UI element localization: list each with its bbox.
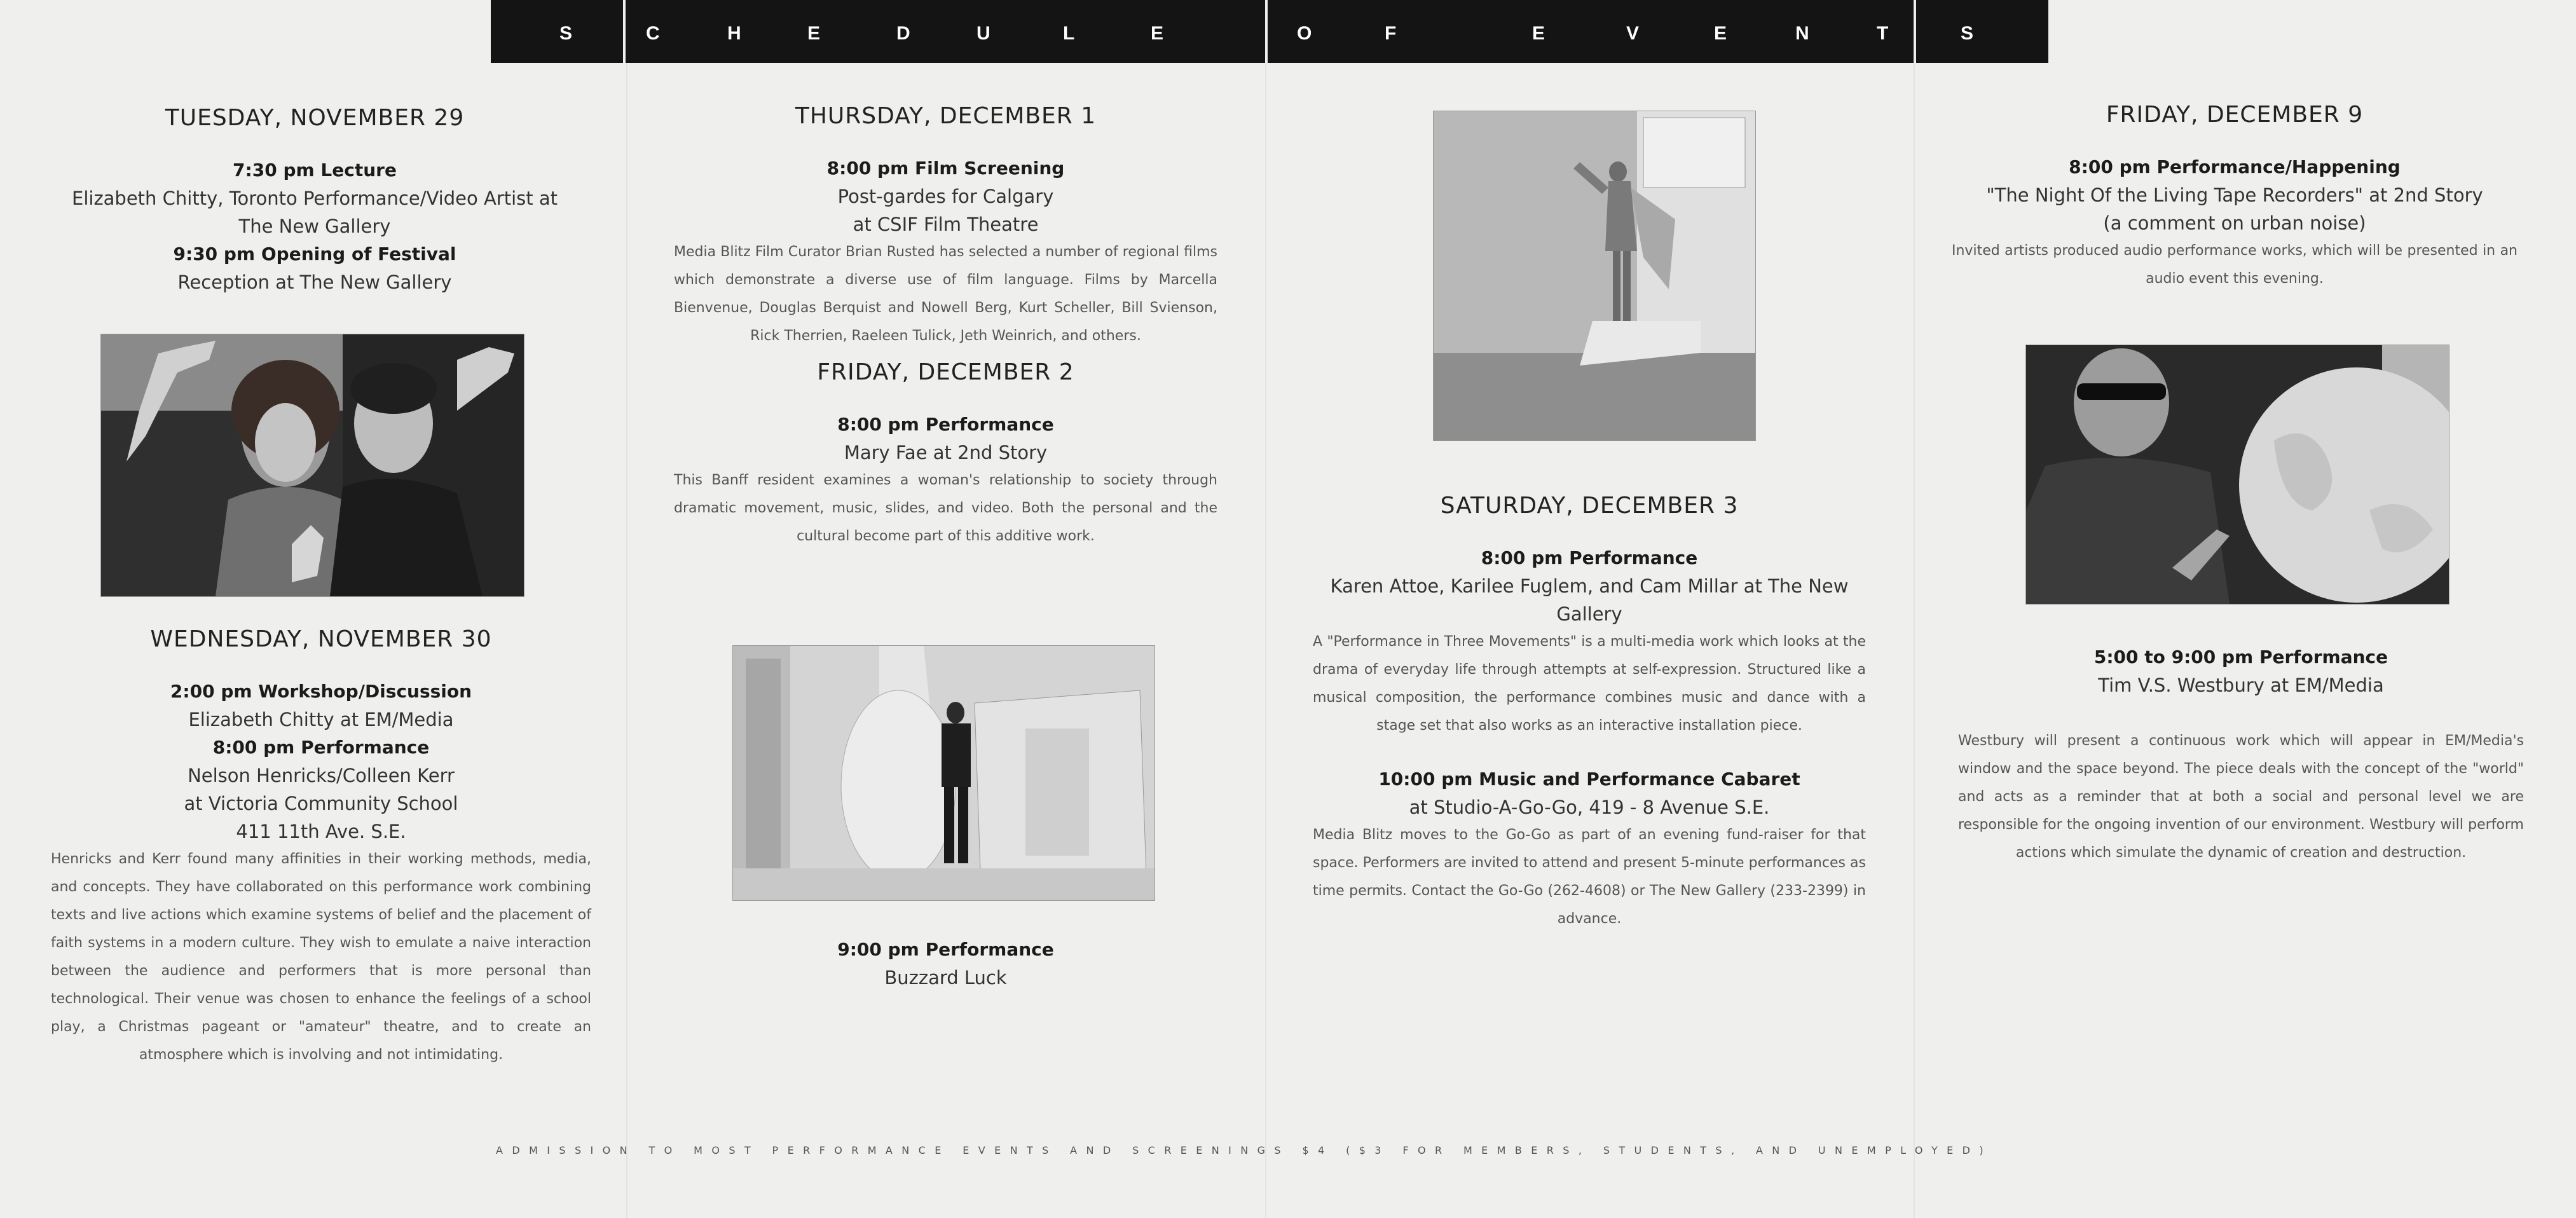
banner-letter: S	[559, 23, 573, 44]
event-title: 8:00 pm Performance	[1481, 547, 1698, 568]
event-description: This Banff resident examines a woman's relationship to society through dramatic movement, music, slides, and video. Both the personal and the cultural become part of this additive work.	[674, 472, 1217, 544]
event-detail: at CSIF Film Theatre	[853, 214, 1039, 235]
artist-studio-photo	[732, 645, 1155, 901]
column-wednesday	[51, 626, 591, 1069]
banner-letter: U	[976, 23, 990, 44]
banner-letter: V	[1626, 23, 1640, 44]
event-detail: at Victoria Community School	[184, 793, 458, 814]
event-detail: Mary Fae at 2nd Story	[844, 442, 1048, 463]
performers-photo	[100, 334, 524, 597]
banner-letter: C	[646, 23, 660, 44]
event-description: Media Blitz moves to the Go-Go as part of an evening fund-raiser for that space. Performers are invited to attend and present 5-minute performances as time permits. Contact the Go-Go (262-4608) or The New Gallery (233-2399) in advance.	[1313, 827, 1866, 927]
banner-letter: E	[1714, 23, 1727, 44]
event-title: 10:00 pm Music and Performance Cabaret	[1378, 769, 1800, 790]
event-detail: Post-gardes for Calgary	[837, 186, 1054, 207]
column-westbury	[1958, 643, 2524, 867]
event-title: 8:00 pm Performance	[837, 414, 1054, 435]
schedule-banner	[491, 0, 2048, 63]
day-heading: FRIDAY, DECEMBER 2	[817, 359, 1074, 385]
event-detail: Elizabeth Chitty at EM/Media	[188, 709, 454, 730]
event-detail: Gallery	[1556, 603, 1622, 625]
banner-letter: S	[1961, 23, 1974, 44]
event-title: 2:00 pm Workshop/Discussion	[170, 681, 472, 702]
event-title: 8:00 pm Performance	[212, 737, 430, 758]
event-detail: Elizabeth Chitty, Toronto Performance/Video Artist at	[72, 188, 558, 209]
banner-letter: N	[1795, 23, 1809, 44]
event-detail: Reception at The New Gallery	[177, 271, 452, 293]
day-heading: SATURDAY, DECEMBER 3	[1440, 493, 1739, 519]
banner-letter: L	[1063, 23, 1075, 44]
banner-letter: E	[1151, 23, 1164, 44]
fold-line	[1914, 0, 1915, 1218]
event-title: 8:00 pm Performance/Happening	[2069, 156, 2401, 177]
event-detail: Nelson Henricks/Colleen Kerr	[188, 765, 455, 786]
event-detail: (a comment on urban noise)	[2103, 212, 2366, 234]
banner-letter: F	[1385, 23, 1397, 44]
column-friday-dec9	[1952, 102, 2518, 293]
event-detail: Buzzard Luck	[884, 967, 1007, 989]
event-description: Westbury will present a continuous work which will appear in EM/Media's window and the space beyond. The piece deals with the concept of the "world" and acts as a reminder that at both a social and personal level we are responsible for the ongoing invention of our environment. Westbury will perform actions which simulate the dynamic of creation and destruction.	[1958, 733, 2524, 861]
column-thursday	[674, 103, 1217, 551]
banner-letter: T	[1877, 23, 1889, 44]
event-title: 7:30 pm Lecture	[233, 160, 397, 181]
day-heading: WEDNESDAY, NOVEMBER 30	[150, 626, 492, 652]
event-detail: The New Gallery	[238, 216, 391, 237]
event-detail: at Studio-A-Go-Go, 419 - 8 Avenue S.E.	[1409, 797, 1770, 818]
column-friday-late	[674, 936, 1217, 992]
event-title: 8:00 pm Film Screening	[826, 158, 1065, 179]
fold-line	[1265, 0, 1266, 1218]
event-detail: 411 11th Ave. S.E.	[236, 821, 406, 842]
event-title: 9:30 pm Opening of Festival	[173, 243, 456, 264]
event-description: Henricks and Kerr found many affinities in their working methods, media, and concepts. They have collaborated on this performance work combining texts and live actions which examine systems of belief and the placement of faith systems in a modern culture. They wish to emulate a naive interaction between the audience and performers that is more personal than technological. Their venue was chosen to enhance the feelings of a school play, a Christmas pageant or "amateur" theatre, and to create an atmosphere which is involving and not intimidating.	[51, 851, 591, 1063]
day-heading: TUESDAY, NOVEMBER 29	[165, 105, 465, 131]
event-title: 9:00 pm Performance	[837, 939, 1054, 960]
event-detail: Karen Attoe, Karilee Fuglem, and Cam Millar at The New	[1330, 575, 1849, 597]
column-saturday	[1313, 493, 1866, 933]
banner-letter: H	[727, 23, 741, 44]
banner-letter: E	[1532, 23, 1545, 44]
banner-letter: E	[807, 23, 821, 44]
banner-letter: D	[896, 23, 910, 44]
event-detail: "The Night Of the Living Tape Recorders" at 2nd Story	[1986, 184, 2483, 206]
event-description: Invited artists produced audio performance works, which will be presented in an audio event this evening.	[1952, 243, 2518, 287]
day-heading: THURSDAY, DECEMBER 1	[795, 103, 1097, 129]
banner-letter: O	[1297, 23, 1312, 44]
column-tuesday	[45, 105, 585, 296]
event-detail: Tim V.S. Westbury at EM/Media	[2098, 674, 2384, 696]
fold-line	[626, 0, 627, 1218]
globe-photo	[2025, 345, 2449, 605]
admission-note: ADMISSION TO MOST PERFORMANCE EVENTS AND SCREENINGS $4 ($3 FOR MEMBERS, STUDENTS, AND UNEMPLOYED)	[496, 1144, 1993, 1156]
dancer-photo	[1433, 111, 1756, 441]
event-title: 5:00 to 9:00 pm Performance	[2093, 647, 2388, 667]
day-heading: FRIDAY, DECEMBER 9	[2106, 102, 2364, 128]
event-description: A "Performance in Three Movements" is a multi-media work which looks at the drama of everyday life through attempts at self-expression. Structured like a musical composition, the performance combines music and dance with a stage set that also works as an interactive installation piece.	[1313, 634, 1866, 734]
event-description: Media Blitz Film Curator Brian Rusted has selected a number of regional films which demonstrate a diverse use of film language. Films by Marcella Bienvenue, Douglas Berquist and Nowell Berg, Kurt Scheller, Bill Svienson, Rick Therrien, Raeleen Tulick, Jeth Weinrich, and others.	[674, 244, 1217, 344]
